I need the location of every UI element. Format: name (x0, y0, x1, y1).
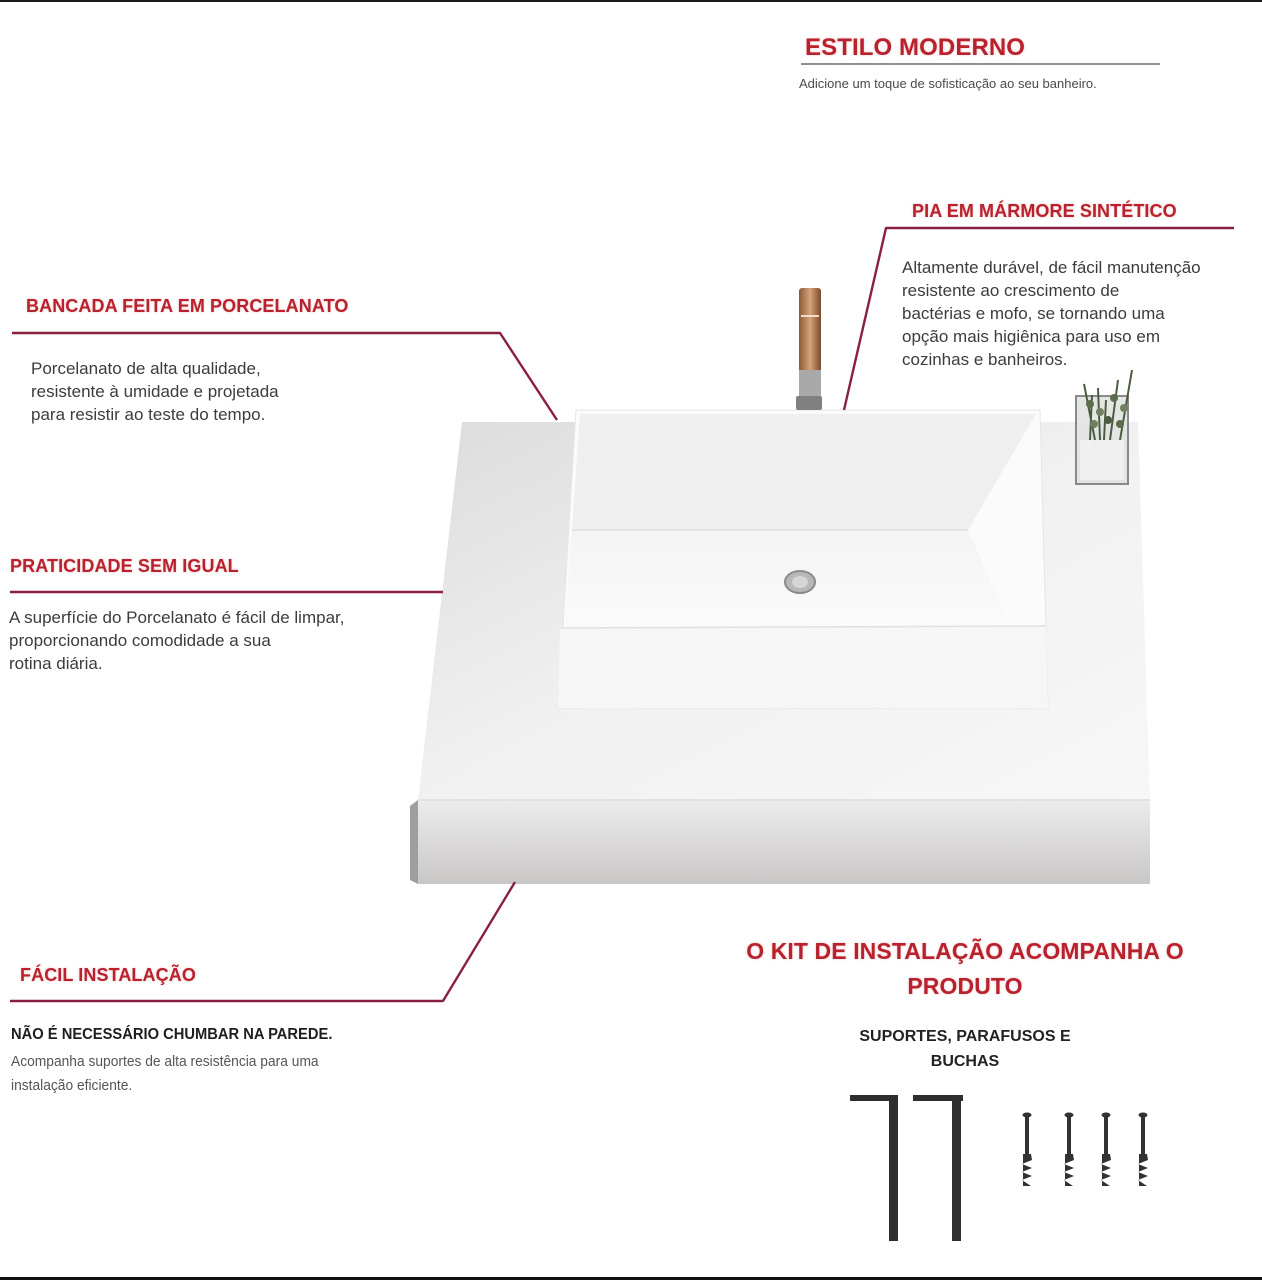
kit-subtitle (800, 1024, 1130, 1074)
feature-title-bancada: BANCADA FEITA EM PORCELANATO (26, 296, 349, 316)
feature-desc-line: Altamente durável, de fácil manutenção (902, 258, 1201, 277)
feature-desc-line: Acompanha suportes de alta resistência para uma (11, 1053, 319, 1070)
synthetic-marble-basin (558, 410, 1048, 708)
feature-desc-line: Porcelanato de alta qualidade, (31, 359, 261, 378)
feature-desc-line: opção mais higiênica para uso em (902, 327, 1160, 346)
plant-vase (1076, 370, 1132, 484)
feature-desc-line: proporcionando comodidade a sua (9, 631, 271, 650)
feature-desc-line: instalação eficiente. (11, 1077, 133, 1094)
faucet (796, 288, 822, 410)
feature-desc-line: rotina diária. (9, 654, 103, 673)
feature-title-pia: PIA EM MÁRMORE SINTÉTICO (912, 201, 1177, 221)
feature-desc-line: A superfície do Porcelanato é fácil de limpar, (9, 608, 345, 627)
feature-desc-line: bactérias e mofo, se tornando uma (902, 304, 1165, 323)
kit-title (700, 934, 1230, 1004)
feature-desc-bancada (31, 357, 391, 426)
screws-and-anchors (1022, 1113, 1148, 1186)
kit-subtitle-line: BUCHAS (930, 1053, 1000, 1070)
kit-subtitle-line: SUPORTES, PARAFUSOS E (859, 1028, 1071, 1045)
feature-desc-line: cozinhas e banheiros. (902, 350, 1068, 369)
feature-desc-line: resistente ao crescimento de (902, 281, 1120, 300)
mounting-brackets (850, 1095, 963, 1241)
feature-title-praticidade: PRATICIDADE SEM IGUAL (10, 556, 239, 576)
kit-title-line: PRODUTO (907, 973, 1023, 999)
kit-title-line: O KIT DE INSTALAÇÃO ACOMPANHA O (746, 938, 1184, 964)
page-title: ESTILO MODERNO (805, 34, 1026, 61)
feature-desc-pia (902, 256, 1262, 371)
feature-desc-praticidade (9, 606, 429, 675)
page-subtitle: Adicione um toque de sofisticação ao seu banheiro. (799, 76, 1097, 91)
feature-highlight-instalacao: NÃO É NECESSÁRIO CHUMBAR NA PAREDE. (11, 1026, 333, 1043)
feature-desc-line: para resistir ao teste do tempo. (31, 405, 266, 424)
feature-title-instalacao: FÁCIL INSTALAÇÃO (20, 965, 196, 985)
feature-desc-instalacao (11, 1050, 416, 1098)
feature-desc-line: resistente à umidade e projetada (31, 382, 279, 401)
